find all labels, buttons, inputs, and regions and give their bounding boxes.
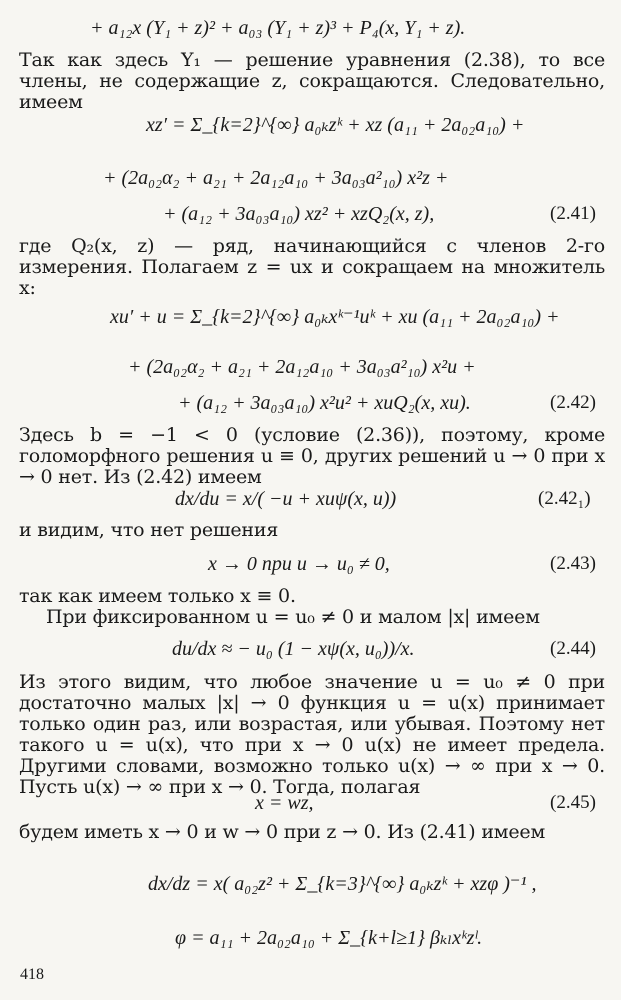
- equation-2-44: du/dx ≈ − u₀ (1 − xψ(x, u₀))/x.: [172, 638, 415, 660]
- top-formula: + a₁₂x (Y₁ + z)² + a₀₃ (Y₁ + z)³ + P₄(x, Y₁ + z).: [90, 17, 466, 39]
- equation-2-41-label: (2.41): [550, 203, 596, 224]
- equation-2-42-1-label: (2.42₁): [538, 488, 591, 509]
- equation-2-42-1: dx/du = x/( −u + xuψ(x, u)): [175, 488, 397, 510]
- equation-2-42-line-3: + (a₁₂ + 3a₀₃a₁₀) x²u² + xuQ₂(x, xu).: [178, 392, 471, 414]
- paragraph-6: При фиксированном u = u₀ ≠ 0 и малом |x| имеем: [46, 606, 540, 628]
- equation-2-42-line-2: + (2a₀₂α₂ + a₂₁ + 2a₁₂a₁₀ + 3a₀₃a²₁₀) x²u +: [128, 356, 476, 378]
- equation-2-43: x → 0 при u → u₀ ≠ 0,: [208, 553, 390, 575]
- equation-2-45-label: (2.45): [550, 792, 596, 813]
- paragraph-4: и видим, что нет решения: [19, 519, 279, 541]
- paragraph-5: так как имеем только x ≡ 0.: [19, 585, 296, 607]
- paragraph-1: Так как здесь Y₁ — решение уравнения (2.38), то все члены, не содержащие z, сокращаются. Следовательно, имеем: [19, 49, 605, 113]
- equation-dx-dz: dx/dz = x( a₀₂z² + Σ_{k=3}^{∞} a₀ₖzᵏ + xzφ )⁻¹ ,: [148, 873, 537, 895]
- paragraph-3: Здесь b = −1 < 0 (условие (2.36)), поэтому, кроме голоморфного решения u ≡ 0, других решений u → 0 при x → 0 нет. Из (2.42) имеем: [19, 424, 605, 488]
- page-number: 418: [20, 966, 44, 983]
- paragraph-7: Из этого видим, что любое значение u = u₀ ≠ 0 при достаточно малых |x| → 0 функция u = u(x) принимает только один раз, или возрастая, или убывая. Поэтому нет такого u = u(x), что при x → 0 u(x) не имеет предела. Другими словами, возможно только u(x) → ∞ при x → 0. Пусть u(x) → ∞ при x → 0. Тогда, полагая: [19, 671, 605, 798]
- paragraph-2: где Q₂(x, z) — ряд, начинающийся с членов 2-го измерения. Полагаем z = ux и сокращаем на множитель x:: [19, 235, 605, 299]
- equation-2-43-label: (2.43): [550, 553, 596, 574]
- equation-2-41-line-2: + (2a₀₂α₂ + a₂₁ + 2a₁₂a₁₀ + 3a₀₃a²₁₀) x²z +: [103, 167, 449, 189]
- equation-2-45: x = wz,: [255, 792, 314, 814]
- equation-2-42-line-1: xu′ + u = Σ_{k=2}^{∞} a₀ₖxᵏ⁻¹uᵏ + xu (a₁₁ + 2a₀₂a₁₀) +: [110, 306, 560, 328]
- equation-2-42-label: (2.42): [550, 392, 596, 413]
- paragraph-8: будем иметь x → 0 и w → 0 при z → 0. Из (2.41) имеем: [19, 821, 546, 843]
- equation-2-44-label: (2.44): [550, 638, 596, 659]
- equation-phi: φ = a₁₁ + 2a₀₂a₁₀ + Σ_{k+l≥1} βₖₗxᵏzˡ.: [175, 927, 483, 949]
- equation-2-41-line-3: + (a₁₂ + 3a₀₃a₁₀) xz² + xzQ₂(x, z),: [163, 203, 435, 225]
- equation-2-41-line-1: xz′ = Σ_{k=2}^{∞} a₀ₖzᵏ + xz (a₁₁ + 2a₀₂a₁₀) +: [146, 114, 525, 136]
